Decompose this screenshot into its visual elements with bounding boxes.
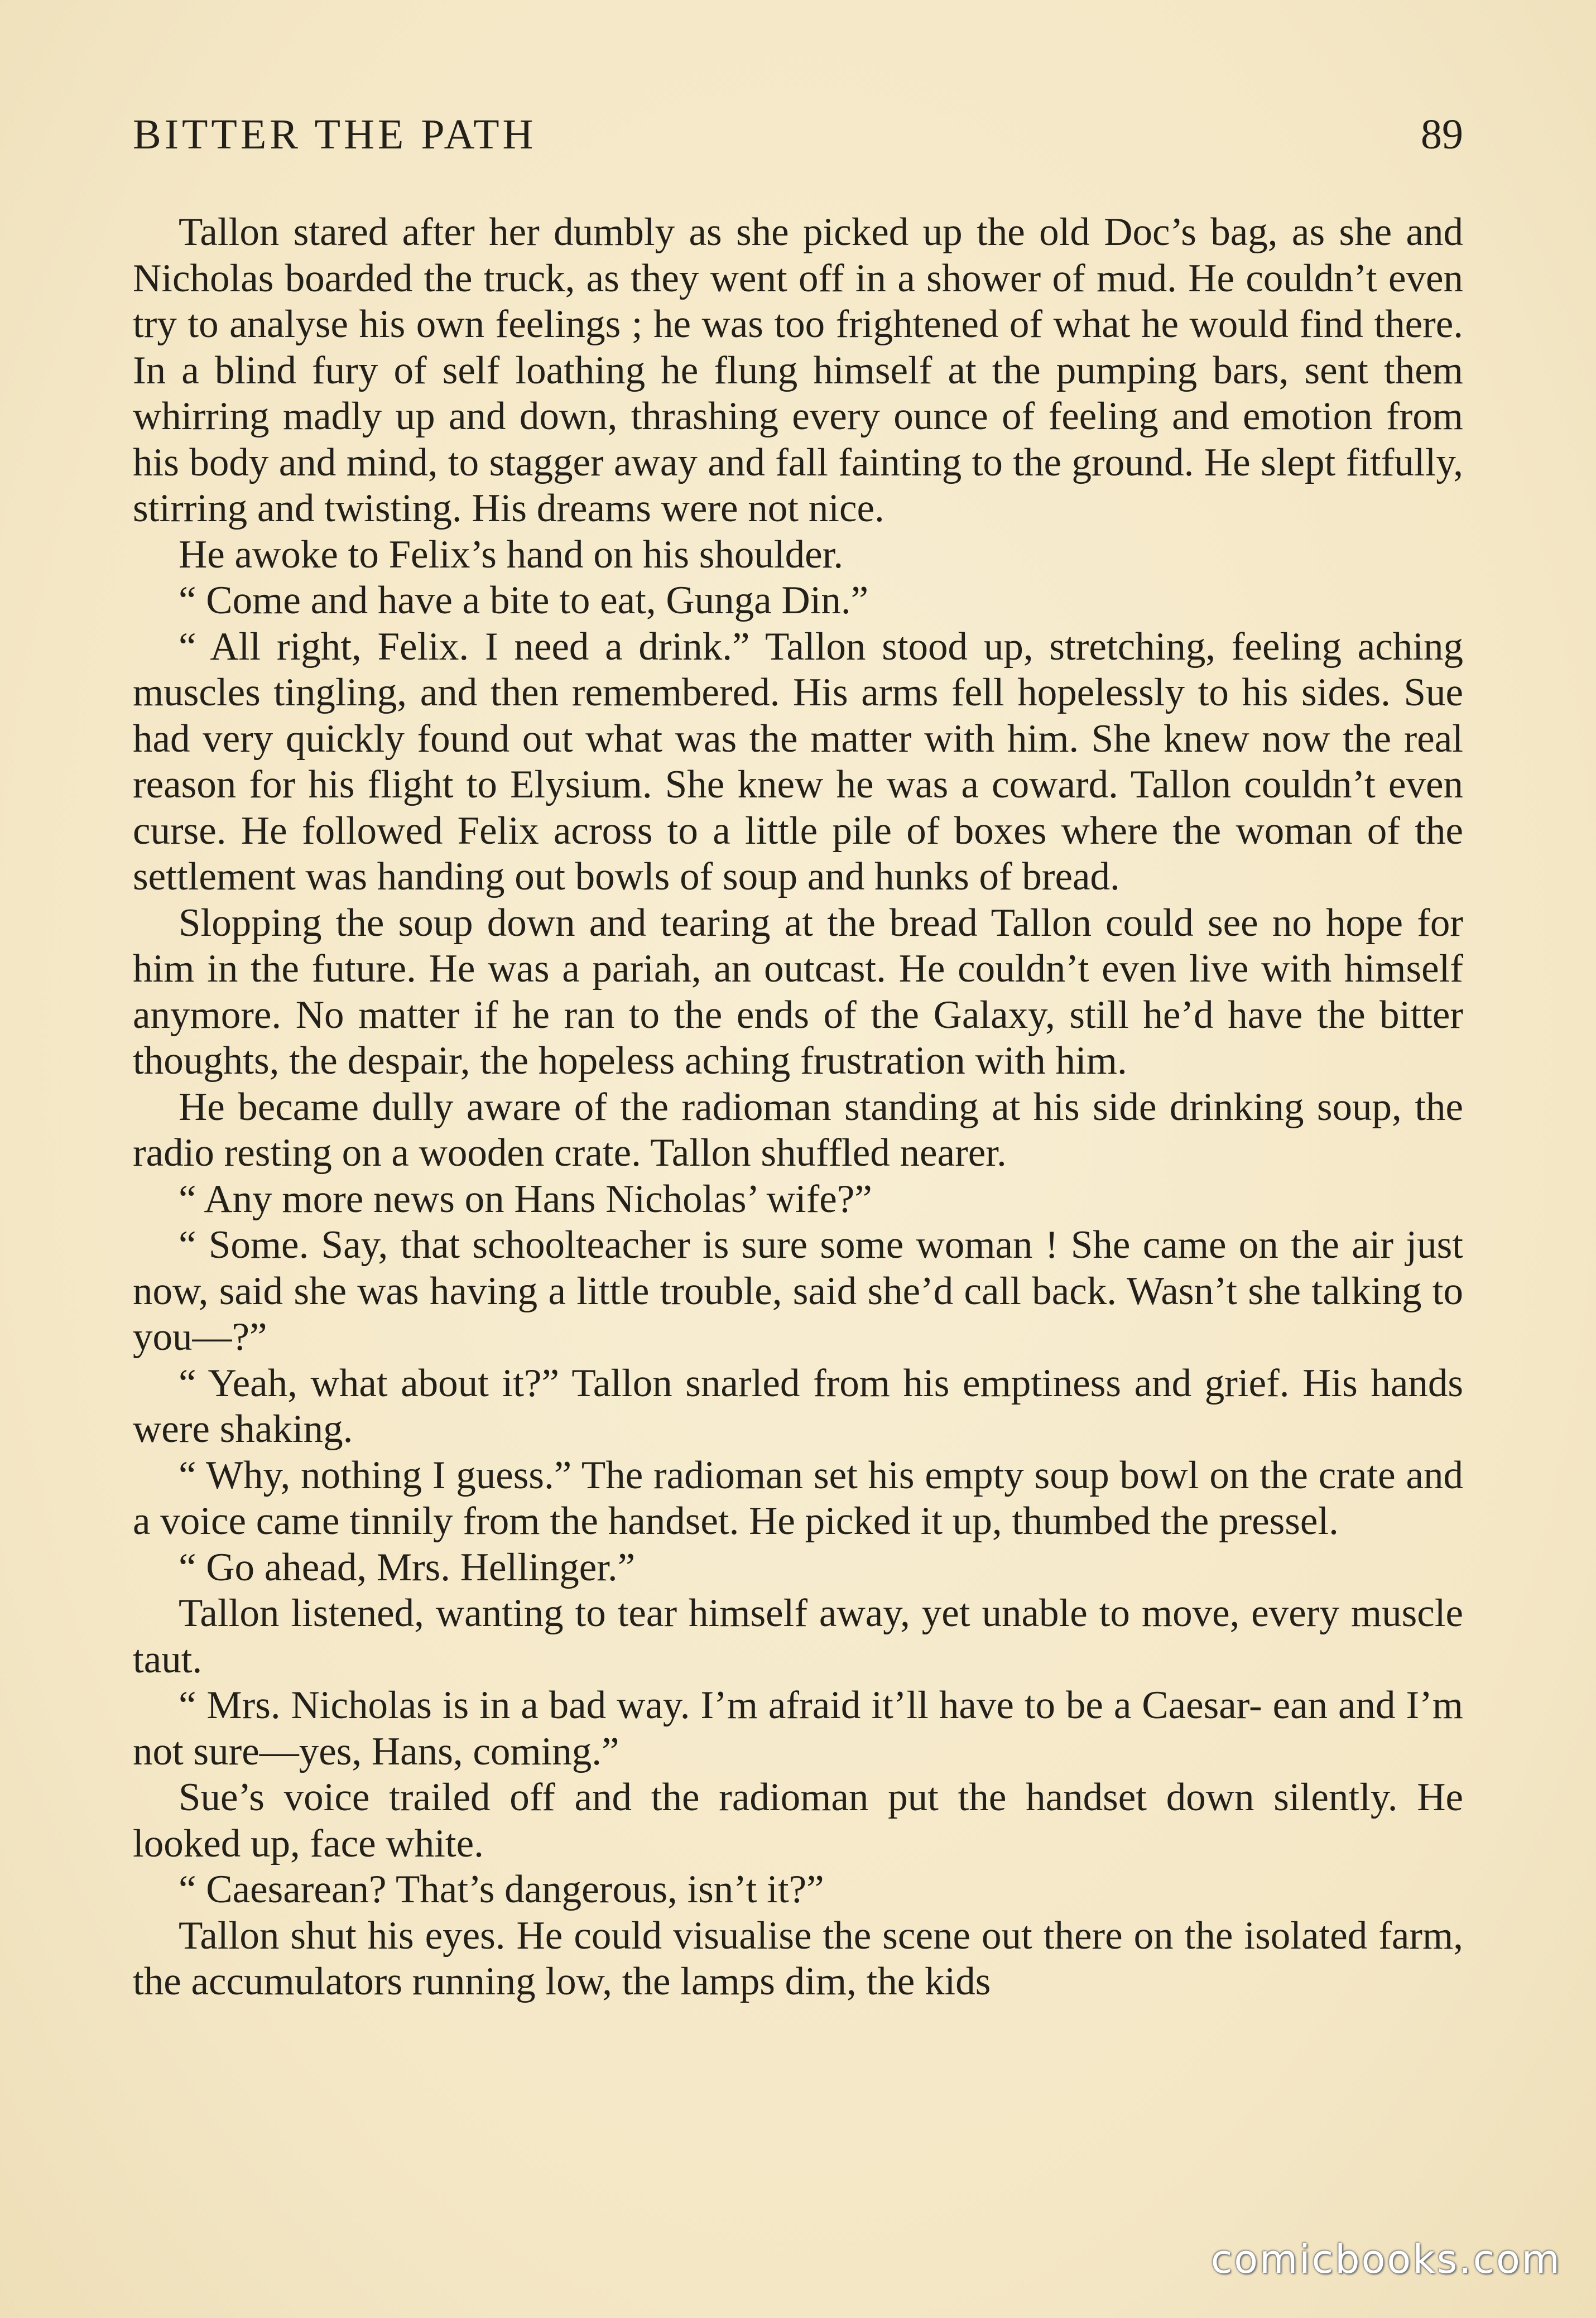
paragraph: “ Some. Say, that schoolteacher is sure some woman ! She came on the air just now, said she was having a little trouble, said she’d call back. Wasn’t she talking to you—?” [133, 1223, 1463, 1359]
paragraph: Tallon listened, wanting to tear himself away, yet unable to move, every muscle taut. [133, 1591, 1463, 1681]
watermark: comicbooks.com [1210, 2237, 1561, 2282]
paragraph: “ Mrs. Nicholas is in a bad way. I’m afraid it’ll have to be a Caesar- ean and I’m not sure—yes, Hans, coming.” [133, 1684, 1463, 1773]
paragraph: He became dully aware of the radioman standing at his side drinking soup, the radio resting on a wooden crate. Tallon shuffled nearer. [133, 1085, 1463, 1175]
paragraph: “ Why, nothing I guess.” The radioman set his empty soup bowl on the crate and a voice came tinnily from the handset. He picked it up, thumbed the pressel. [133, 1453, 1463, 1543]
paragraph: Sue’s voice trailed off and the radioman put the handset down silently. He looked up, face white. [133, 1776, 1463, 1865]
running-title: BITTER THE PATH [133, 111, 537, 158]
paragraph: “ Caesarean? That’s dangerous, isn’t it?” [179, 1868, 824, 1911]
running-head [133, 110, 1463, 166]
paragraph: Tallon shut his eyes. He could visualise the scene out there on the isolated farm, the accumulators running low, the lamps dim, the kids [133, 1913, 1463, 2003]
body-text [133, 209, 1463, 2005]
page-number: 89 [1421, 111, 1463, 158]
paragraph: “ Any more news on Hans Nicholas’ wife?” [179, 1177, 872, 1221]
paragraph: Tallon stared after her dumbly as she picked up the old Doc’s bag, as she and Nicholas boarded the truck, as they went off in a shower of mud. He couldn’t even try to analyse his own feelings ; he was too frightened of what he would find there. In a blind fury of self loathing he flung himself at the pumping bars, sent them whirring madly up and down, thrashing every ounce of feeling and emotion from his body and mind, to stagger away and fall fainting to the ground. He slept fitfully, stirring and twisting. His dreams were not nice. [133, 210, 1463, 530]
paragraph: “ Go ahead, Mrs. Hellinger.” [179, 1545, 636, 1589]
paragraph: “ Come and have a bite to eat, Gunga Din.” [179, 579, 869, 622]
paragraph: Slopping the soup down and tearing at the bread Tallon could see no hope for him in the future. He was a pariah, an outcast. He couldn’t even live with himself anymore. No matter if he ran to the ends of the Galaxy, still he’d have the bitter thoughts, the despair, the hopeless aching frustration with him. [133, 901, 1463, 1083]
paragraph: “ Yeah, what about it?” Tallon snarled from his emptiness and grief. His hands were shaking. [133, 1361, 1463, 1451]
paragraph: “ All right, Felix. I need a drink.” Tallon stood up, stretching, feeling aching muscles tingling, and then remembered. His arms fell hopelessly to his sides. Sue had very quickly found out what was the matter with him. She knew now the real reason for his flight to Elysium. She knew he was a coward. Tallon couldn’t even curse. He followed Felix across to a little pile of boxes where the woman of the settlement was handing out bowls of soup and hunks of bread. [133, 624, 1463, 898]
paragraph: He awoke to Felix’s hand on his shoulder. [179, 532, 844, 576]
